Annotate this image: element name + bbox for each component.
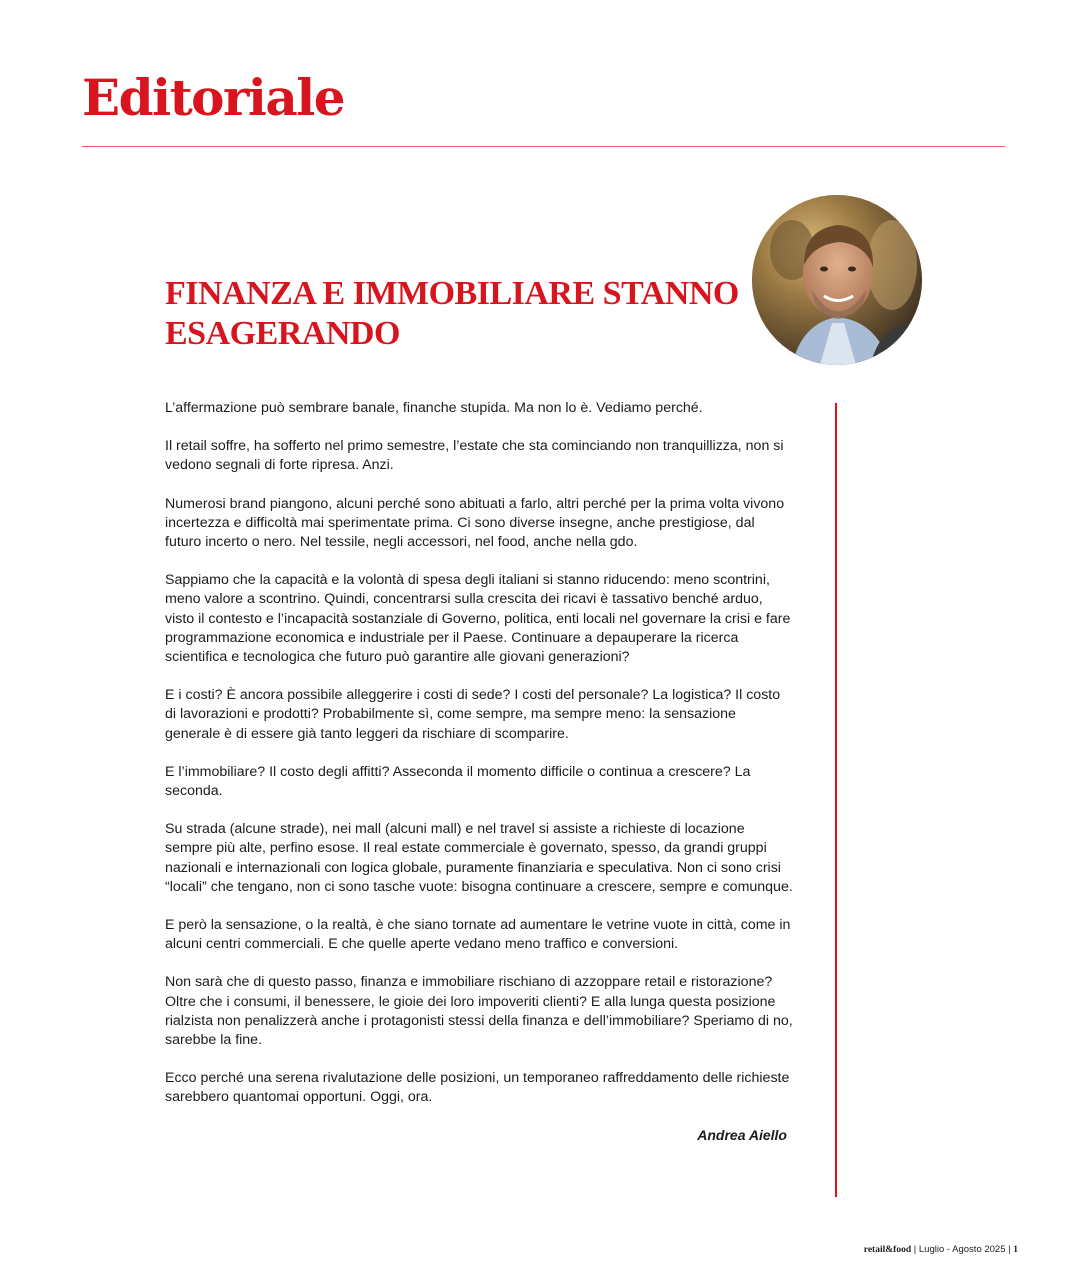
article-headline (165, 274, 745, 354)
author-portrait-icon (752, 195, 922, 365)
footer-brand: retail&food (863, 1245, 912, 1255)
paragraph-8: E però la sensazione, o la realtà, è che siano tornate ad aumentare le vetrine vuote in città, come in alcuni centri commerciali. E che quelle aperte vedano meno traffico e conversioni. (165, 917, 791, 953)
paragraph-6: E l’immobiliare? Il costo degli affitti? Asseconda il momento difficile o continua a crescere? La seconda. (165, 763, 751, 800)
headline-line-2: ESAGERANDO (165, 315, 400, 352)
author-avatar (752, 195, 922, 365)
top-divider (82, 146, 1005, 147)
paragraph-2: Il retail soffre, ha sofferto nel primo semestre, l’estate che sta cominciando non tranquillizza, non si vedono segnali di forte ripresa. Anzi. (165, 438, 784, 474)
paragraph-4: Sappiamo che la capacità e la volontà di spesa degli italiani si stanno riducendo: meno scontrini, meno valore a scontrino. Quindi, concentrarsi sulla crescita dei ricavi è tassativo benché arduo, visto il contesto e l’incapacità sostanziale di Governo, politica, enti locali nel governare la crisi e fare programmazione economica e industriale per il Paese. Continuare a depauperare la ricerca scientifica e tecnologica che futuro può garantire alle giovani generazioni? (165, 572, 791, 666)
paragraph-10: Ecco perché una serena rivalutazione delle posizioni, un temporaneo raffreddamento delle richieste sarebbero quantomai opportuni. Oggi, ora. (165, 1070, 790, 1106)
page-footer (864, 1244, 1018, 1255)
paragraph-7: Su strada (alcune strade), nei mall (alcuni mall) e nel travel si assiste a richieste di locazione sempre più alte, perfino esose. Il real estate commerciale è governato, spesso, da grandi gruppi nazionali e internazionali con logica globale, puramente finanziaria e speculativa. Non ci sono crisi “locali” che tengano, non ci sono tasche vuote: bisogna continuare a crescere, sempre e comunque. (165, 821, 793, 895)
article-body (165, 399, 793, 1143)
footer-page-number: 1 (1013, 1245, 1018, 1255)
paragraph-1: L’affermazione può sembrare banale, finanche stupida. Ma non lo è. Vediamo perché. (165, 400, 703, 416)
paragraph-9: Non sarà che di questo passo, finanza e immobiliare rischiano di azzoppare retail e ristorazione? Oltre che i consumi, il benessere, le gioie dei loro impoveriti clienti? E alla lunga questa posizione rialzista non penalizzerà anche i protagonisti stessi della finanza e dell’immobiliare? Speriamo di no, sarebbe la fine. (165, 974, 793, 1049)
paragraph-3: Numerosi brand piangono, alcuni perché sono abituati a farlo, altri perché per la prima volta vivono incertezza e difficoltà mai sperimentate prima. Ci sono diverse insegne, anche prestigiose, dal futuro incerto o nero. Nel tessile, negli accessori, nel food, anche nella gdo. (165, 495, 785, 551)
author-signature: Andrea Aiello (697, 1126, 787, 1143)
headline-line-1: FINANZA E IMMOBILIARE STANNO (165, 275, 739, 312)
section-title: Editoriale (82, 68, 345, 127)
side-divider (835, 403, 837, 1197)
footer-issue: | Luglio - Agosto 2025 | (911, 1244, 1014, 1255)
paragraph-5: E i costi? È ancora possibile alleggerire i costi di sede? I costi del personale? La logistica? Il costo di lavorazioni e prodotti? Probabilmente sì, come sempre, ma sempre meno: la sensazione generale è di essere già tanto leggeri da rischiare di scomparire. (165, 687, 781, 742)
